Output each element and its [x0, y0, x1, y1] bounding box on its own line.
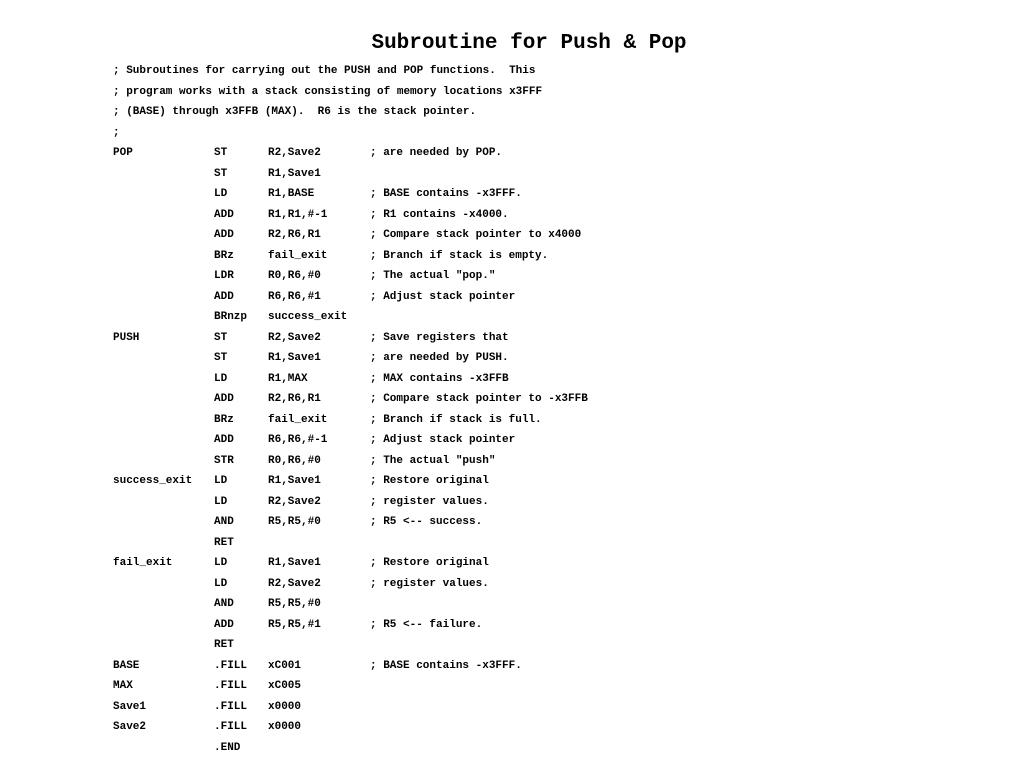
code-opcode: ST	[214, 352, 228, 364]
code-opcode: AND	[214, 516, 234, 528]
code-comment: ; register values.	[370, 577, 489, 590]
code-comment: ; R5 <-- failure.	[370, 618, 483, 631]
header-comment-line: ; (BASE) through x3FFB (MAX). R6 is the stack pointer.	[113, 106, 477, 118]
code-opcode: STR	[214, 454, 234, 467]
code-operands: R2,Save2	[268, 147, 321, 159]
code-comment: ; are needed by POP.	[370, 147, 503, 159]
code-operands: xC001	[268, 659, 302, 672]
code-label: BASE	[113, 659, 140, 672]
code-operands: R1,Save1	[268, 352, 321, 364]
code-operands: R2,R6,R1	[268, 229, 321, 241]
code-opcode: ADD	[214, 290, 234, 303]
code-comment: ; Adjust stack pointer	[370, 434, 516, 446]
code-opcode: .FILL	[214, 680, 248, 692]
code-line	[113, 697, 542, 718]
code-line	[113, 615, 542, 636]
code-operands: R1,Save1	[268, 557, 321, 569]
code-opcode: ADD	[214, 618, 234, 631]
code-label: PUSH	[113, 331, 140, 344]
code-operands: fail_exit	[268, 249, 328, 262]
code-comment: ; Compare stack pointer to x4000	[370, 229, 582, 241]
code-comment: ; R5 <-- success.	[370, 516, 483, 528]
code-line	[113, 717, 542, 738]
code-operands: R5,R5,#0	[268, 516, 321, 528]
code-opcode: ADD	[214, 434, 234, 446]
code-operands: R1,Save1	[268, 475, 321, 487]
code-comment: ; Branch if stack is empty.	[370, 249, 549, 262]
code-line	[113, 389, 588, 410]
code-label: success_exit	[113, 475, 193, 487]
code-opcode: RET	[214, 639, 234, 651]
code-comment: ; MAX contains -x3FFB	[370, 372, 509, 385]
code-operands: R1,MAX	[268, 372, 308, 385]
code-line	[113, 348, 542, 369]
code-operands: x0000	[268, 721, 302, 733]
code-line	[113, 430, 542, 451]
code-line	[113, 205, 542, 226]
code-operands: R1,R1,#-1	[268, 208, 328, 221]
code-opcode: LDR	[214, 270, 234, 282]
code-operands: R2,R6,R1	[268, 393, 321, 405]
code-opcode: RET	[214, 536, 234, 549]
code-opcode: BRz	[214, 249, 234, 262]
code-opcode: LD	[214, 372, 228, 385]
code-line	[113, 164, 542, 185]
code-label: POP	[113, 147, 133, 159]
code-label: fail_exit	[113, 557, 173, 569]
code-operands: R6,R6,#1	[268, 290, 321, 303]
code-operands: R1,BASE	[268, 188, 315, 200]
code-label: Save2	[113, 721, 147, 733]
code-comment: ; Compare stack pointer to -x3FFB	[370, 393, 588, 405]
code-line	[113, 143, 542, 164]
code-line	[113, 594, 542, 615]
code-operands: xC005	[268, 680, 302, 692]
code-comment: ; Save registers that	[370, 331, 509, 344]
code-label: MAX	[113, 680, 133, 692]
code-operands: R5,R5,#1	[268, 618, 321, 631]
code-line	[113, 512, 542, 533]
code-operands: R2,Save2	[268, 495, 321, 508]
code-opcode: ST	[214, 167, 228, 180]
code-opcode: LD	[214, 188, 228, 200]
code-operands: R5,R5,#0	[268, 598, 321, 610]
code-operands: fail_exit	[268, 413, 328, 426]
code-line	[113, 533, 542, 554]
code-line	[113, 246, 549, 267]
code-comment: ; R1 contains -x4000.	[370, 208, 509, 221]
code-opcode: ST	[214, 331, 228, 344]
code-operands: R1,Save1	[268, 167, 321, 180]
code-opcode: ADD	[214, 208, 234, 221]
code-operands: R0,R6,#0	[268, 270, 321, 282]
page-title: Subroutine for Push & Pop	[371, 32, 687, 55]
header-comment-line: ; program works with a stack consisting of memory locations x3FFF	[113, 85, 543, 98]
code-line	[113, 574, 542, 595]
code-line	[113, 656, 542, 677]
code-line	[113, 369, 542, 390]
code-opcode: AND	[214, 598, 234, 610]
code-opcode: BRz	[214, 413, 234, 426]
code-comment: ; The actual "pop."	[370, 270, 496, 282]
code-line	[113, 307, 542, 328]
code-opcode: .FILL	[214, 700, 248, 713]
code-comment: ; The actual "push"	[370, 454, 496, 467]
code-line	[113, 635, 542, 656]
code-operands: R6,R6,#-1	[268, 434, 328, 446]
header-comment-line: ;	[113, 126, 120, 139]
code-comment: ; Restore original	[370, 557, 489, 569]
code-line	[113, 492, 542, 513]
code-line	[113, 451, 542, 472]
code-line	[113, 328, 542, 349]
code-line	[113, 266, 542, 287]
code-opcode: ST	[214, 147, 228, 159]
code-opcode: LD	[214, 557, 228, 569]
code-line	[113, 471, 542, 492]
code-comment: ; Restore original	[370, 475, 489, 487]
code-opcode: ADD	[214, 229, 234, 241]
code-opcode: .FILL	[214, 721, 248, 733]
code-operands: R2,Save2	[268, 577, 321, 590]
code-line	[113, 738, 542, 759]
code-operands: R2,Save2	[268, 331, 321, 344]
code-operands: R0,R6,#0	[268, 454, 321, 467]
code-opcode: LD	[214, 495, 228, 508]
code-label: Save1	[113, 700, 147, 713]
code-operands: x0000	[268, 700, 302, 713]
code-line	[113, 184, 542, 205]
code-line	[113, 676, 542, 697]
code-line	[113, 553, 542, 574]
code-operands: success_exit	[268, 311, 348, 323]
code-opcode: .END	[214, 741, 241, 754]
code-comment: ; BASE contains -x3FFF.	[370, 659, 522, 672]
code-comment: ; are needed by PUSH.	[370, 352, 509, 364]
code-line	[113, 410, 542, 431]
code-comment: ; Adjust stack pointer	[370, 290, 516, 303]
code-opcode: .FILL	[214, 659, 248, 672]
header-comment-line: ; Subroutines for carrying out the PUSH and POP functions. This	[113, 65, 536, 77]
code-comment: ; Branch if stack is full.	[370, 413, 542, 426]
code-opcode: LD	[214, 475, 228, 487]
code-listing	[113, 61, 588, 758]
code-comment: ; BASE contains -x3FFF.	[370, 188, 522, 200]
code-comment: ; register values.	[370, 495, 489, 508]
code-opcode: ADD	[214, 393, 234, 405]
code-opcode: BRnzp	[214, 311, 248, 323]
code-opcode: LD	[214, 577, 228, 590]
code-line	[113, 225, 582, 246]
code-line	[113, 287, 542, 308]
